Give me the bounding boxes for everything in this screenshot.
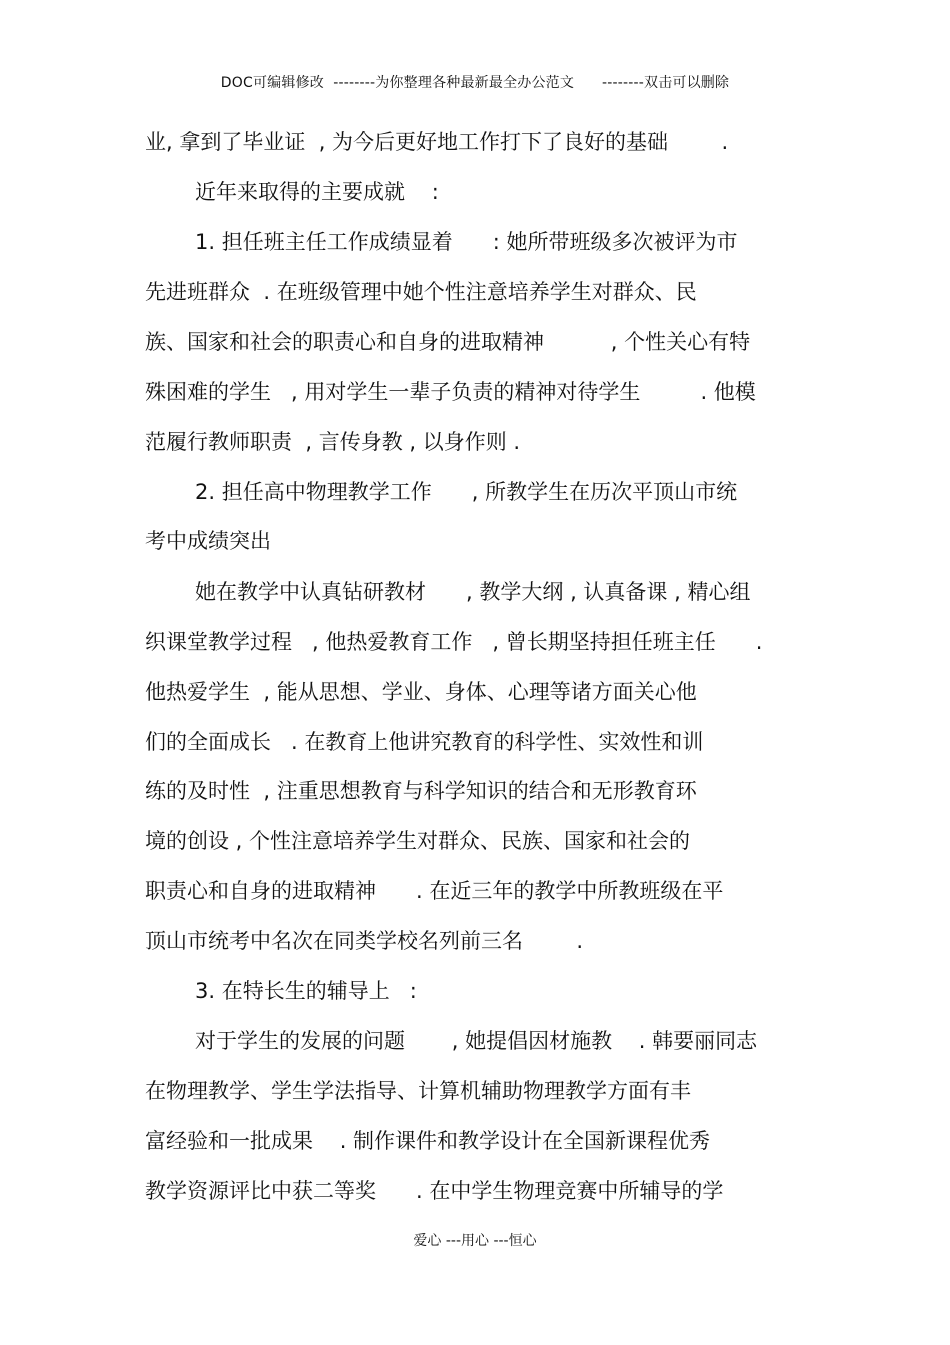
body-line: 织课堂教学过程 , 他热爱教育工作 , 曾长期坚持担任班主任 . <box>145 630 763 654</box>
body-line: 他热爱学生 , 能从思想、学业、身体、心理等诸方面关心他 <box>145 680 697 704</box>
body-line: 2. 担任高中物理教学工作 , 所教学生在历次平顶山市统 <box>195 480 738 504</box>
page-footer: 爱心 ---用心 ---恒心 <box>413 1233 537 1249</box>
body-line: 教学资源评比中获二等奖 . 在中学生物理竞赛中所辅导的学 <box>145 1179 724 1203</box>
body-line: 富经验和一批成果 . 制作课件和教学设计在全国新课程优秀 <box>145 1129 711 1153</box>
body-line: 们的全面成长 . 在教育上他讲究教育的科学性、实效性和训 <box>145 730 704 754</box>
body-line: 业, 拿到了毕业证 , 为今后更好地工作打下了良好的基础 . <box>145 130 729 154</box>
body-line: 顶山市统考中名次在同类学校名列前三名 . <box>145 929 584 953</box>
body-line: 在物理教学、学生学法指导、计算机辅助物理教学方面有丰 <box>145 1079 691 1103</box>
body-line: 3. 在特长生的辅导上 : <box>195 979 417 1003</box>
body-line: 1. 担任班主任工作成绩显着 : 她所带班级多次被评为市 <box>195 230 738 254</box>
body-line: 对于学生的发展的问题 , 她提倡因材施教 . 韩要丽同志 <box>195 1029 758 1053</box>
body-line: 考中成绩突出 <box>145 529 271 553</box>
page-header: DOC可编辑修改 --------为你整理各种最新最全办公范文 --------双击可以删除 <box>220 75 730 91</box>
body-line: 练的及时性 , 注重思想教育与科学知识的结合和无形教育环 <box>145 779 697 803</box>
body-line: 近年来取得的主要成就 : <box>195 180 439 204</box>
body-line: 殊困难的学生 , 用对学生一辈子负责的精神对待学生 . 他模 <box>145 380 756 404</box>
body-line: 她在教学中认真钻研教材 , 教学大纲 , 认真备课 , 精心组 <box>195 580 751 604</box>
body-line: 族、国家和社会的职责心和自身的进取精神 , 个性关心有特 <box>145 330 751 354</box>
body-line: 境的创设 , 个性注意培养学生对群众、民族、国家和社会的 <box>145 829 691 853</box>
body-line: 先进班群众 . 在班级管理中她个性注意培养学生对群众、民 <box>145 280 697 304</box>
body-line: 职责心和自身的进取精神 . 在近三年的教学中所教班级在平 <box>145 879 724 903</box>
body-line: 范履行教师职责 , 言传身教 , 以身作则 . <box>145 430 521 454</box>
